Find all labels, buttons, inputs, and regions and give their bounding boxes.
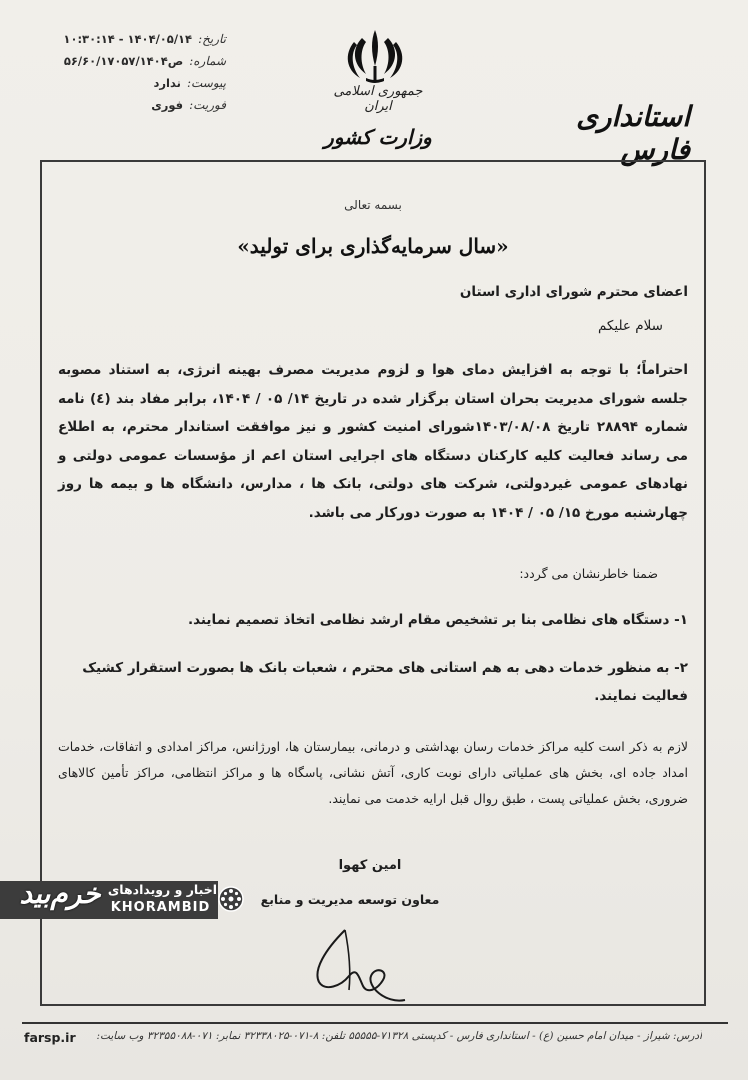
watermark-brand: KHORAMBID: [110, 900, 211, 915]
meta-urgency-label: فوریت:: [189, 98, 226, 112]
addressee: اعضای محترم شورای اداری استان: [459, 284, 688, 300]
meta-number: [36, 50, 226, 72]
meta-date-label: تاریخ:: [198, 32, 226, 46]
signature-icon: [305, 920, 415, 1010]
iran-emblem-icon: [340, 26, 410, 86]
watermark-script: خرم‌بید: [19, 877, 101, 910]
meta-date-value: ۱۴۰۴/۰۵/۱۴ - ۱۰:۳۰:۱۴: [63, 32, 193, 46]
closing-paragraph: لازم به ذکر است کلیه مراکز خدمات رسان بهداشتی و درمانی، بیمارستان ها، اورژانس، مراکز امدادی و اتفاقات، خدمات امداد جاده ای، بخش های عملیاتی دارای نوبت کاری، آتش نشانی، پاسگاه ها و مراکز انتظامی، مراکز تأمین کالاهای ضروری، بخش عملیاتی پست ، طبق روال قبل ارایه خدمت می نمایند.: [58, 739, 688, 806]
meta-number-label: شماره:: [189, 54, 226, 68]
watermark-tagline: اخبار و رویدادهای: [107, 882, 217, 897]
footer-website[interactable]: farsp.ir: [24, 1030, 76, 1045]
note-intro: ضمنا خاطرنشان می گردد:: [519, 566, 658, 581]
republic-title: جمهوری اسلامی ایران: [333, 84, 423, 114]
year-slogan: «سال سرمایه‌گذاری برای تولید»: [237, 234, 509, 258]
news-watermark: [0, 877, 246, 923]
greeting: سلام علیکم: [597, 318, 663, 334]
ministry-title: وزارت کشور: [324, 125, 432, 149]
meta-attachment-label: پیوست:: [186, 76, 226, 90]
meta-urgency: [36, 94, 226, 116]
footer-divider: [22, 1022, 728, 1024]
province-title: استانداری فارس: [576, 100, 690, 166]
list-item: ۲- به منظور خدمات دهی به هم استانی های محترم ، شعبات بانک ها بصورت استقرار کشیک فعالیت نمایند.: [82, 660, 688, 704]
meta-date: [36, 28, 226, 50]
meta-number-value: ص۵۶/۶۰/۱۷۰۵۷/۱۴۰۴: [63, 54, 184, 68]
bismillah: بسمه تعالی: [344, 198, 402, 212]
main-paragraph: احتراماً؛ با توجه به افزایش دمای هوا و لزوم مدیریت مصرف بهینه انرژی، به استناد مصوبه جلسه شورای مدیریت بحران استان برگزار شده در تاریخ ۱۴/ ۰۵ / ۱۴۰۴، برابر مفاد بند (٤) نامه شماره ۲۸۸۹۴ تاریخ ۱۴۰۳/۰۸/۰۸شورای امنیت کشور و نیز موافقت استاندار محترم، به اطلاع می رساند فعالیت کلیه کارکنان دستگاه های اجرایی استان اعم از مؤسسات عمومی دولتی و نهادهای عمومی غیردولتی، شرکت های دولتی، بانک ها ، مدارس، دانشگاه ها و بیمه ها روز چهارشنبه مورخ ۱۵/ ۰۵ / ۱۴۰۴ به صورت دورکار می باشد.: [58, 362, 689, 521]
letter-meta: [36, 28, 226, 116]
list-item: ۱- دستگاه های نظامی بنا بر تشخیص مقام ارشد نظامی اتخاذ تصمیم نمایند.: [188, 612, 688, 628]
signer-title: معاون توسعه مدیریت و منابع: [260, 892, 440, 907]
watermark-logo-icon: [217, 885, 245, 913]
signer-name: امین کهوا: [338, 858, 402, 873]
meta-attachment: [36, 72, 226, 94]
meta-urgency-value: فوری: [151, 98, 184, 112]
meta-attachment-value: ندارد: [153, 76, 181, 90]
footer-address: آدرس: شیراز - میدان امام حسین (ع) - استانداری فارس - کدپستی ۷۱۳۲۸-۵۵۵۵۵ تلفن: ۸-۰۷۱-۳۲۳۳۸۰۲۵ نمابر: ۰۷۱-۳۲۳۵۵۰۸۸ وب سایت:: [96, 1030, 702, 1042]
